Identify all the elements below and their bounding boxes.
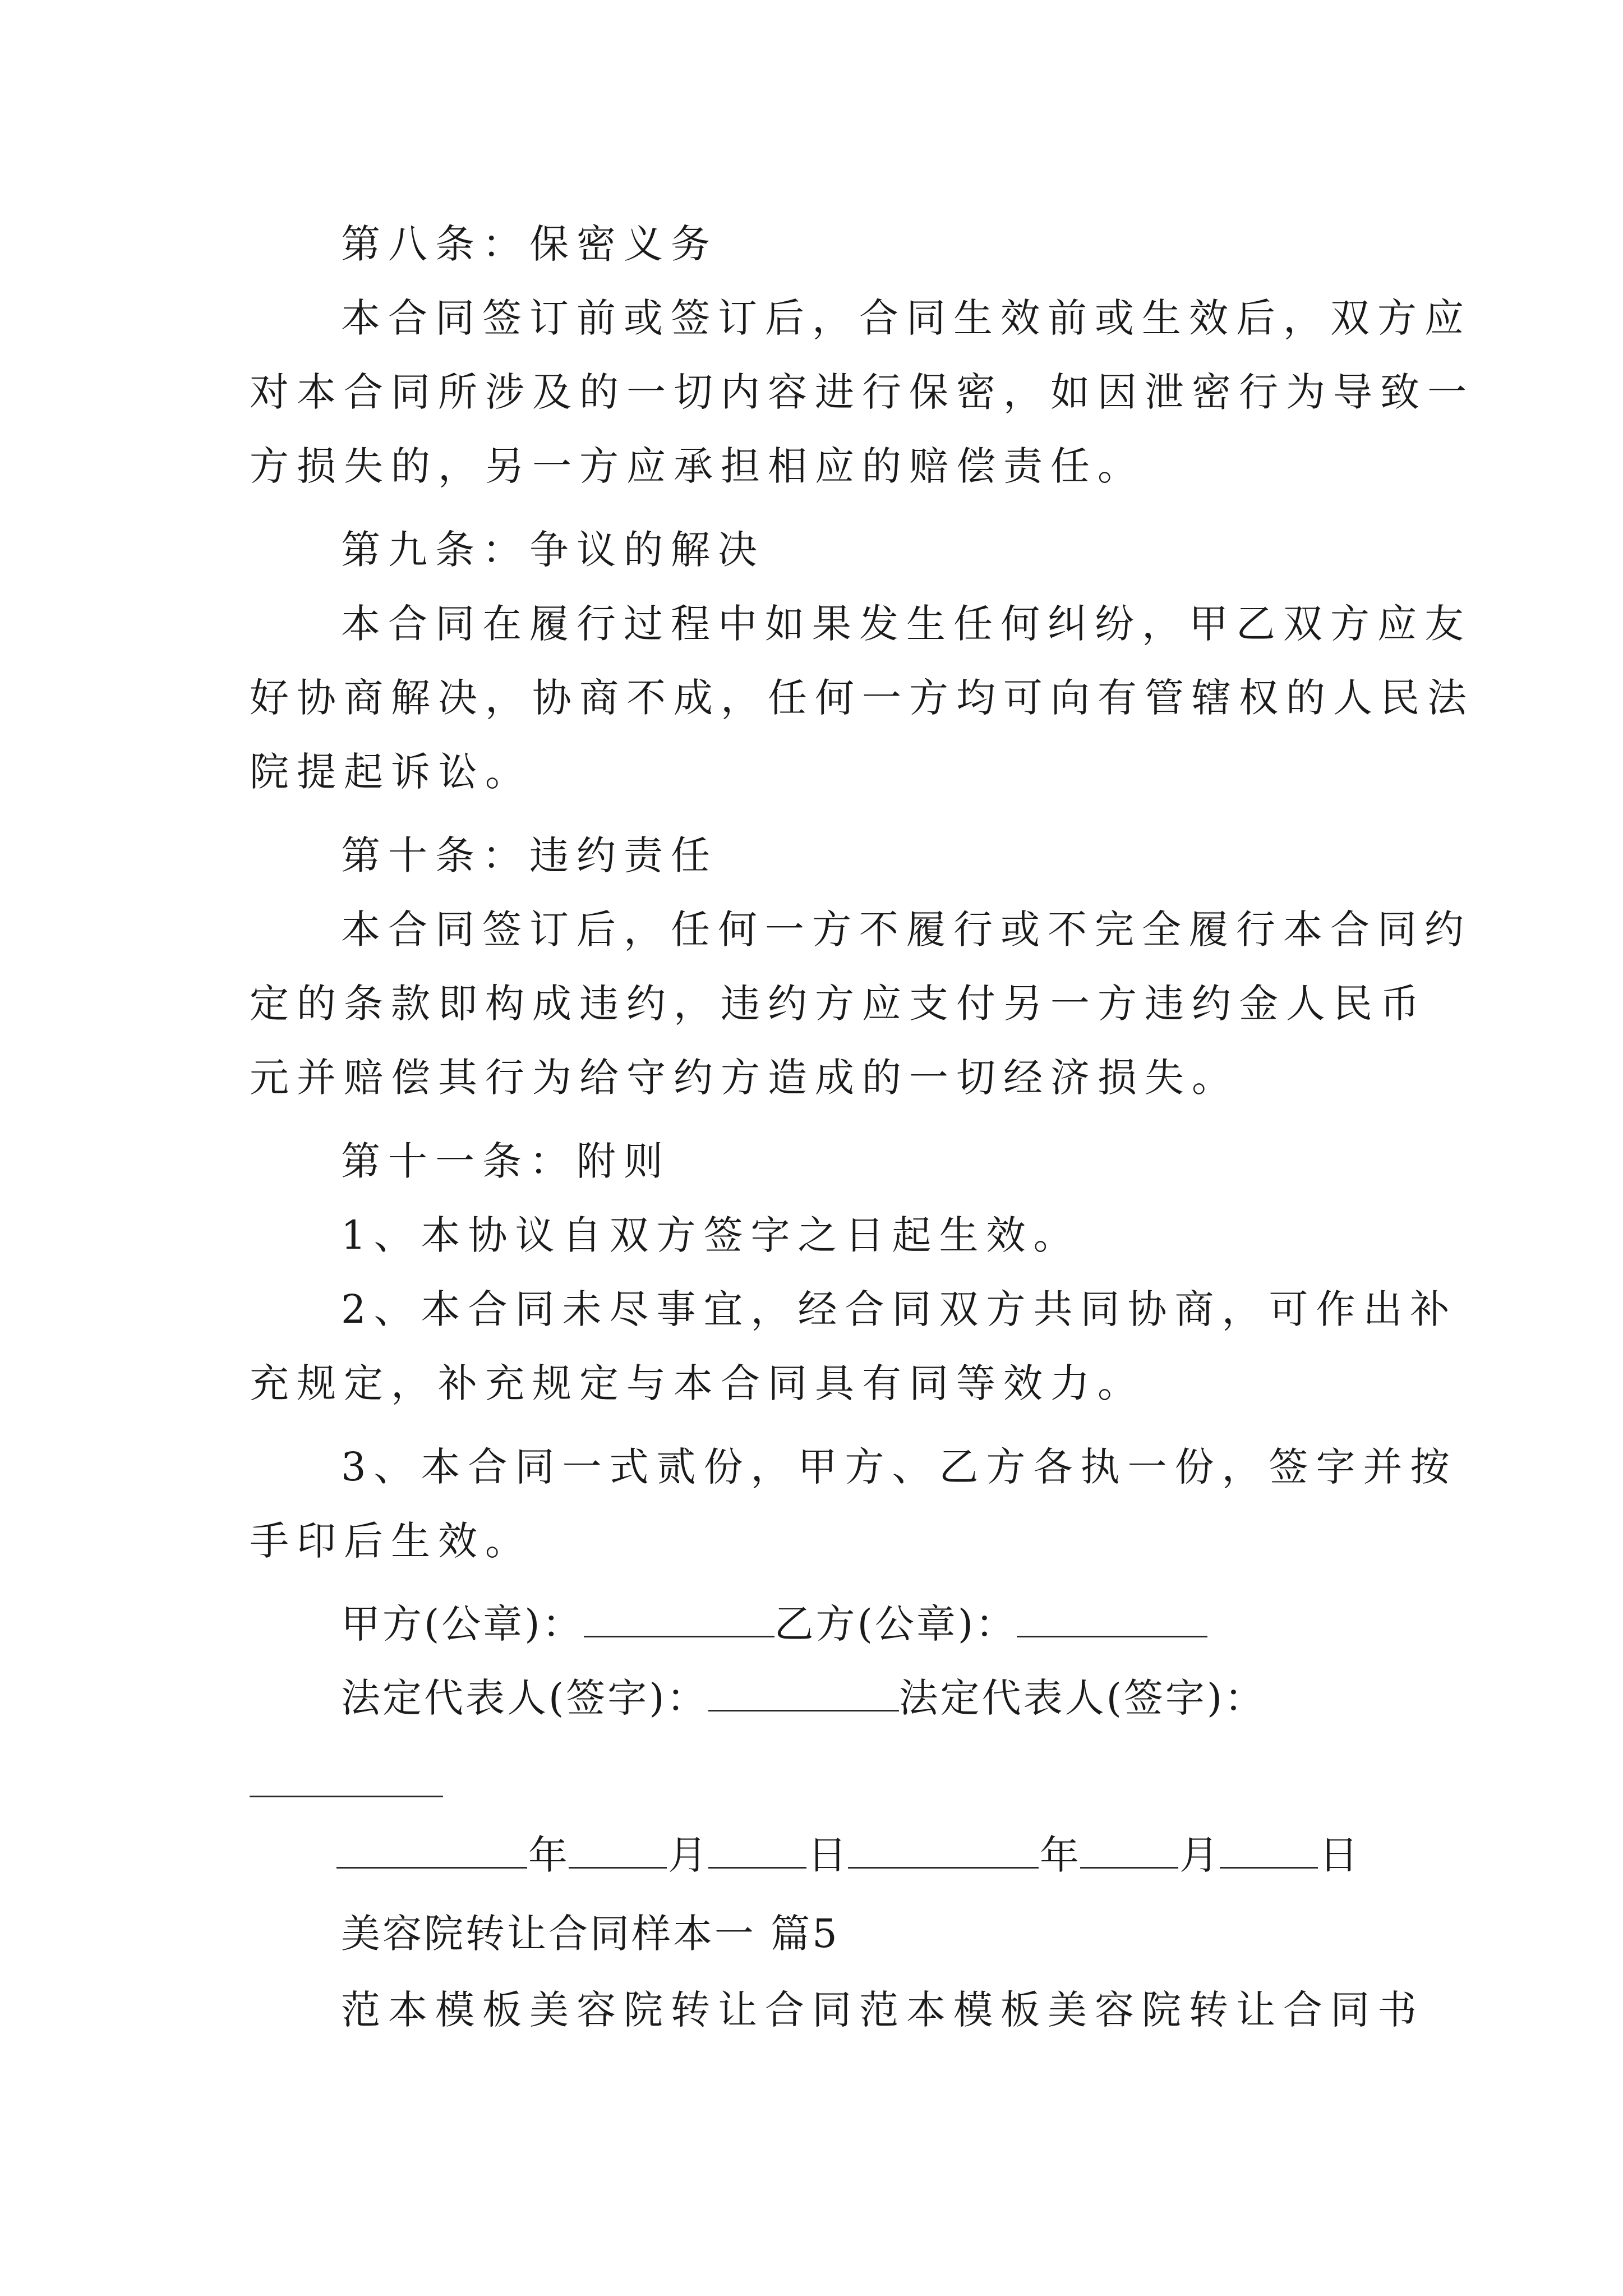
year-label: 年 [528,1832,568,1878]
date-b-year-blank[interactable] [848,1832,1039,1869]
date-row [336,1830,1359,1880]
section-heading-8: 第八条：保密义务 [341,221,718,267]
party-a-seal-blank[interactable] [584,1601,774,1637]
paragraph-line: 本合同签订前或签订后，合同生效前或生效后，双方应 [341,295,1472,341]
section-title-5: 美容院转让合同样本一 篇5 [341,1911,840,1957]
paragraph-line: 手印后生效。 [250,1518,532,1564]
party-a-seal-label: 甲方(公章)： [341,1601,584,1647]
year-label: 年 [1040,1832,1079,1878]
party-b-representative-label: 法定代表人(签字)： [898,1675,1266,1721]
paragraph-line: 元并赔偿其行为给守约方造成的一切经济损失。 [250,1055,1239,1101]
paragraph-line: 院提起诉讼。 [250,749,532,795]
date-a-year-blank[interactable] [336,1832,527,1869]
day-label: 日 [808,1832,847,1878]
paragraph-line: 充规定，补充规定与本合同具有同等效力。 [250,1360,1145,1406]
signature-row-seal [341,1599,1384,1649]
clause-item-1: 1、本协议自双方签字之日起生效。 [341,1212,1081,1258]
paragraph-line: 范本模板美容院转让合同范本模板美容院转让合同书 [341,1987,1424,2033]
party-b-seal-label: 乙方(公章)： [774,1601,1017,1647]
paragraph-line: 对本合同所涉及的一切内容进行保密，如因泄密行为导致一 [250,369,1474,415]
clause-item-2: 2、本合同未尽事宜，经合同双方共同协商，可作出补 [341,1286,1458,1332]
date-b-day-blank[interactable] [1220,1832,1318,1869]
section-heading-10: 第十条：违约责任 [341,832,718,878]
date-b-month-blank[interactable] [1080,1832,1178,1869]
section-heading-11: 第十一条：附则 [341,1138,671,1184]
paragraph-line: 定的条款即构成违约，违约方应支付另一方违约金人民币 [250,981,1427,1027]
party-a-representative-blank[interactable] [708,1675,899,1711]
party-b-representative-blank[interactable] [250,1796,443,1797]
day-label: 日 [1319,1832,1358,1878]
party-a-representative-label: 法定代表人(签字)： [341,1675,708,1721]
month-label: 月 [668,1832,707,1878]
paragraph-line: 方损失的，另一方应承担相应的赔偿责任。 [250,443,1145,489]
party-b-seal-blank[interactable] [1017,1601,1207,1637]
clause-item-3: 3、本合同一式贰份，甲方、乙方各执一份，签字并按 [341,1444,1458,1490]
paragraph-line: 本合同签订后，任何一方不履行或不完全履行本合同约 [341,907,1472,953]
date-a-day-blank[interactable] [708,1832,806,1869]
paragraph-line: 好协商解决，协商不成，任何一方均可向有管辖权的人民法 [250,675,1474,721]
month-label: 月 [1179,1832,1219,1878]
paragraph-line: 本合同在履行过程中如果发生任何纠纷，甲乙双方应友 [341,601,1472,647]
signature-row-representative [341,1673,1384,1723]
date-a-month-blank[interactable] [569,1832,667,1869]
section-heading-9: 第九条：争议的解决 [341,527,765,573]
